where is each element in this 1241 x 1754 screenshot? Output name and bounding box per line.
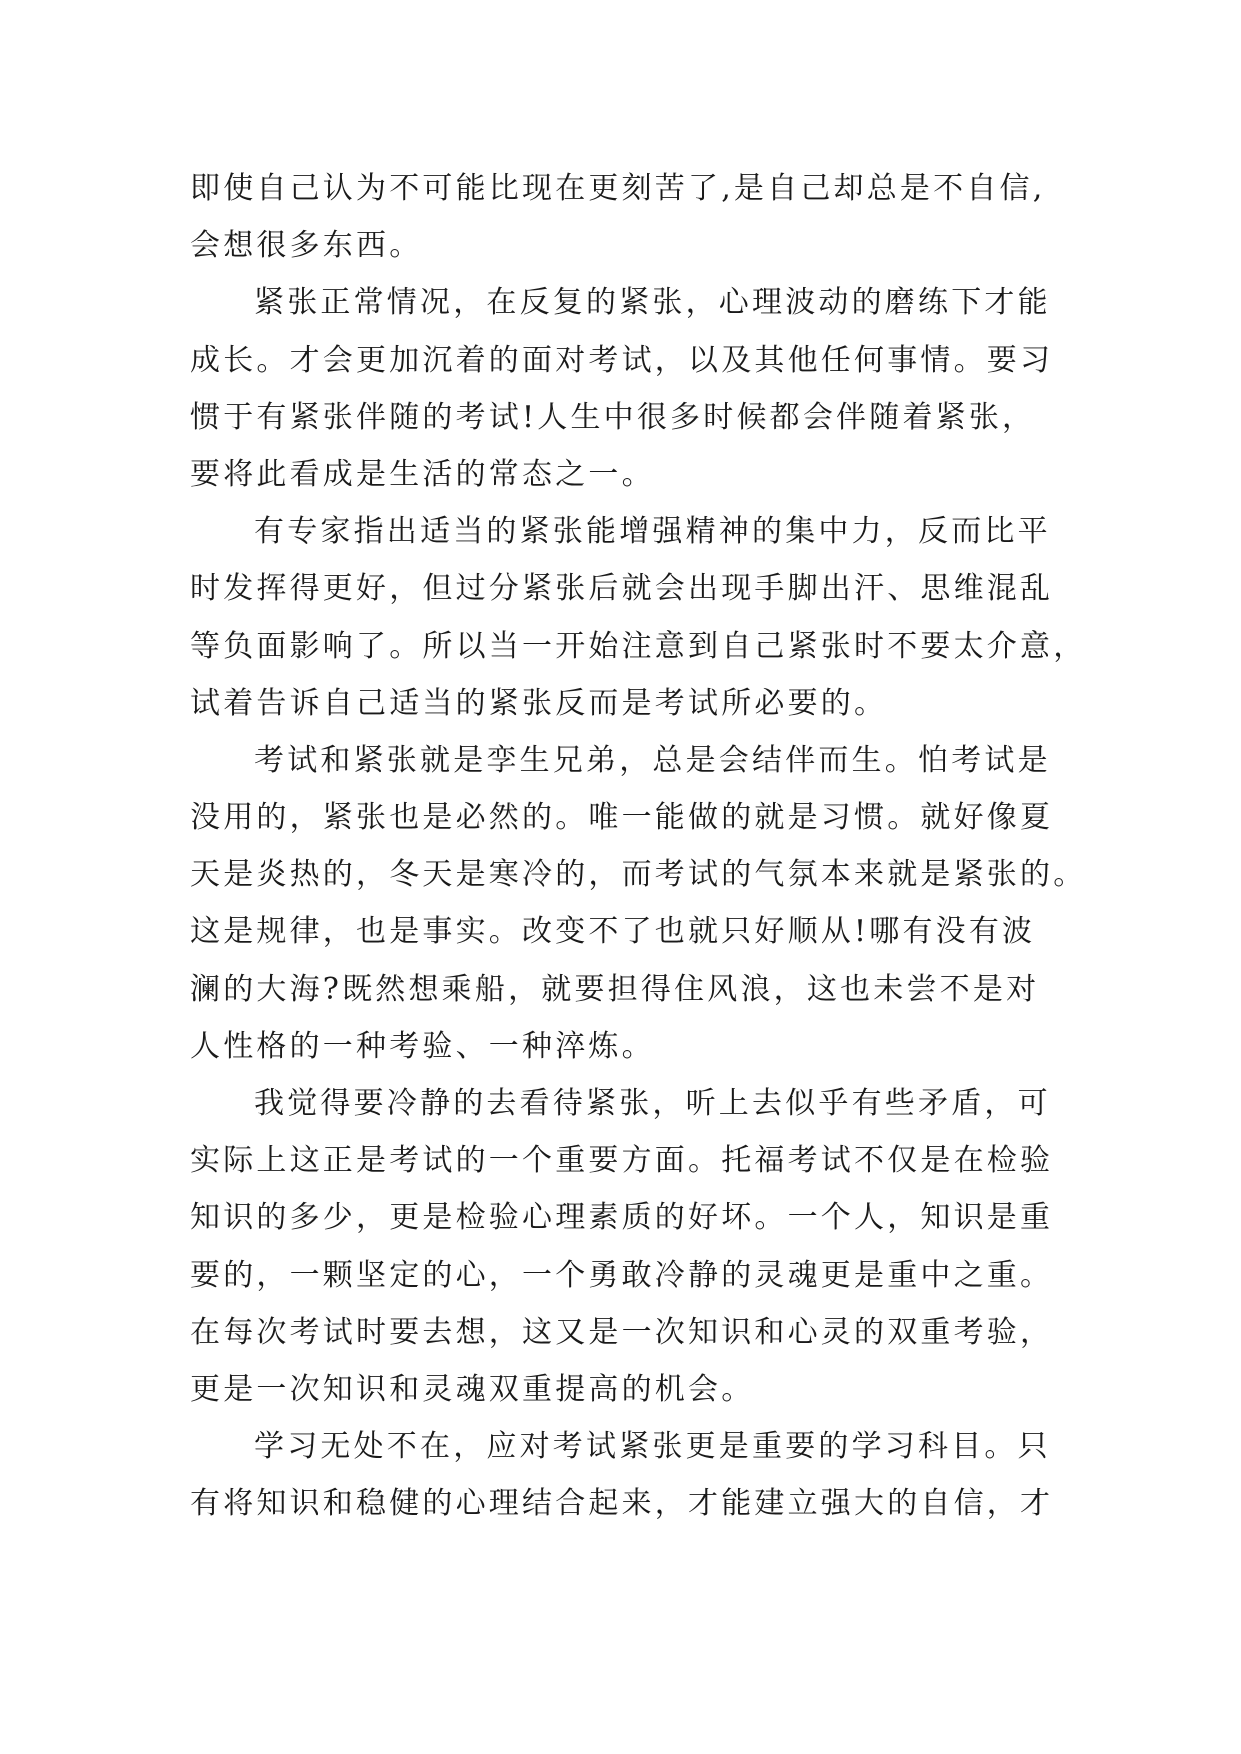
text-line: 会想很多东西。 (190, 228, 423, 264)
text-line: 没用的，紧张也是必然的。唯一能做的就是习惯。就好像夏 (190, 800, 1054, 836)
paragraph-first-line: 考试和紧张就是孪生兄弟，总是会结伴而生。怕考试是 (254, 742, 1051, 778)
paragraph-first-line: 紧张正常情况，在反复的紧张，心理波动的磨练下才能 (254, 285, 1051, 321)
text-line: 要的，一颗坚定的心，一个勇敢冷静的灵魂更是重中之重。 (190, 1257, 1054, 1293)
text-line: 更是一次知识和灵魂双重提高的机会。 (190, 1371, 755, 1407)
paragraph-first-line: 学习无处不在，应对考试紧张更是重要的学习科目。只 (254, 1429, 1051, 1465)
text-line: 知识的多少，更是检验心理素质的好坏。一个人，知识是重 (190, 1200, 1054, 1236)
text-line: 成长。才会更加沉着的面对考试，以及其他任何事情。要习 (190, 342, 1054, 378)
text-line: 这是规律，也是事实。改变不了也就只好顺从!哪有没有波 (190, 914, 1036, 950)
paragraph-first-line: 我觉得要冷静的去看待紧张，听上去似乎有些矛盾，可 (254, 1086, 1051, 1121)
text-line: 澜的大海?既然想乘船，就要担得住风浪，这也未尝不是对 (190, 971, 1040, 1007)
text-line: 即使自己认为不可能比现在更刻苦了,是自己却总是不自信, (190, 171, 1046, 206)
text-line: 惯于有紧张伴随的考试!人生中很多时候都会伴随着紧张， (190, 399, 1036, 435)
text-line: 要将此看成是生活的常态之一。 (190, 456, 655, 492)
text-line: 等负面影响了。所以当一开始注意到自己紧张时不要太介意， (190, 628, 1087, 664)
text-line: 人性格的一种考验、一种淬炼。 (190, 1028, 655, 1064)
text-line: 天是炎热的，冬天是寒冷的，而考试的气氛本来就是紧张的。 (190, 857, 1087, 893)
text-line: 实际上这正是考试的一个重要方面。托福考试不仅是在检验 (190, 1143, 1054, 1179)
text-line: 在每次考试时要去想，这又是一次知识和心灵的双重考验， (190, 1314, 1054, 1350)
text-line: 时发挥得更好，但过分紧张后就会出现手脚出汗、思维混乱 (190, 571, 1054, 607)
text-line: 有将知识和稳健的心理结合起来，才能建立强大的自信，才 (190, 1486, 1054, 1522)
body-text (190, 160, 1090, 1533)
text-line: 试着告诉自己适当的紧张反而是考试所必要的。 (190, 685, 888, 721)
paragraph-first-line: 有专家指出适当的紧张能增强精神的集中力，反而比平 (254, 514, 1051, 550)
